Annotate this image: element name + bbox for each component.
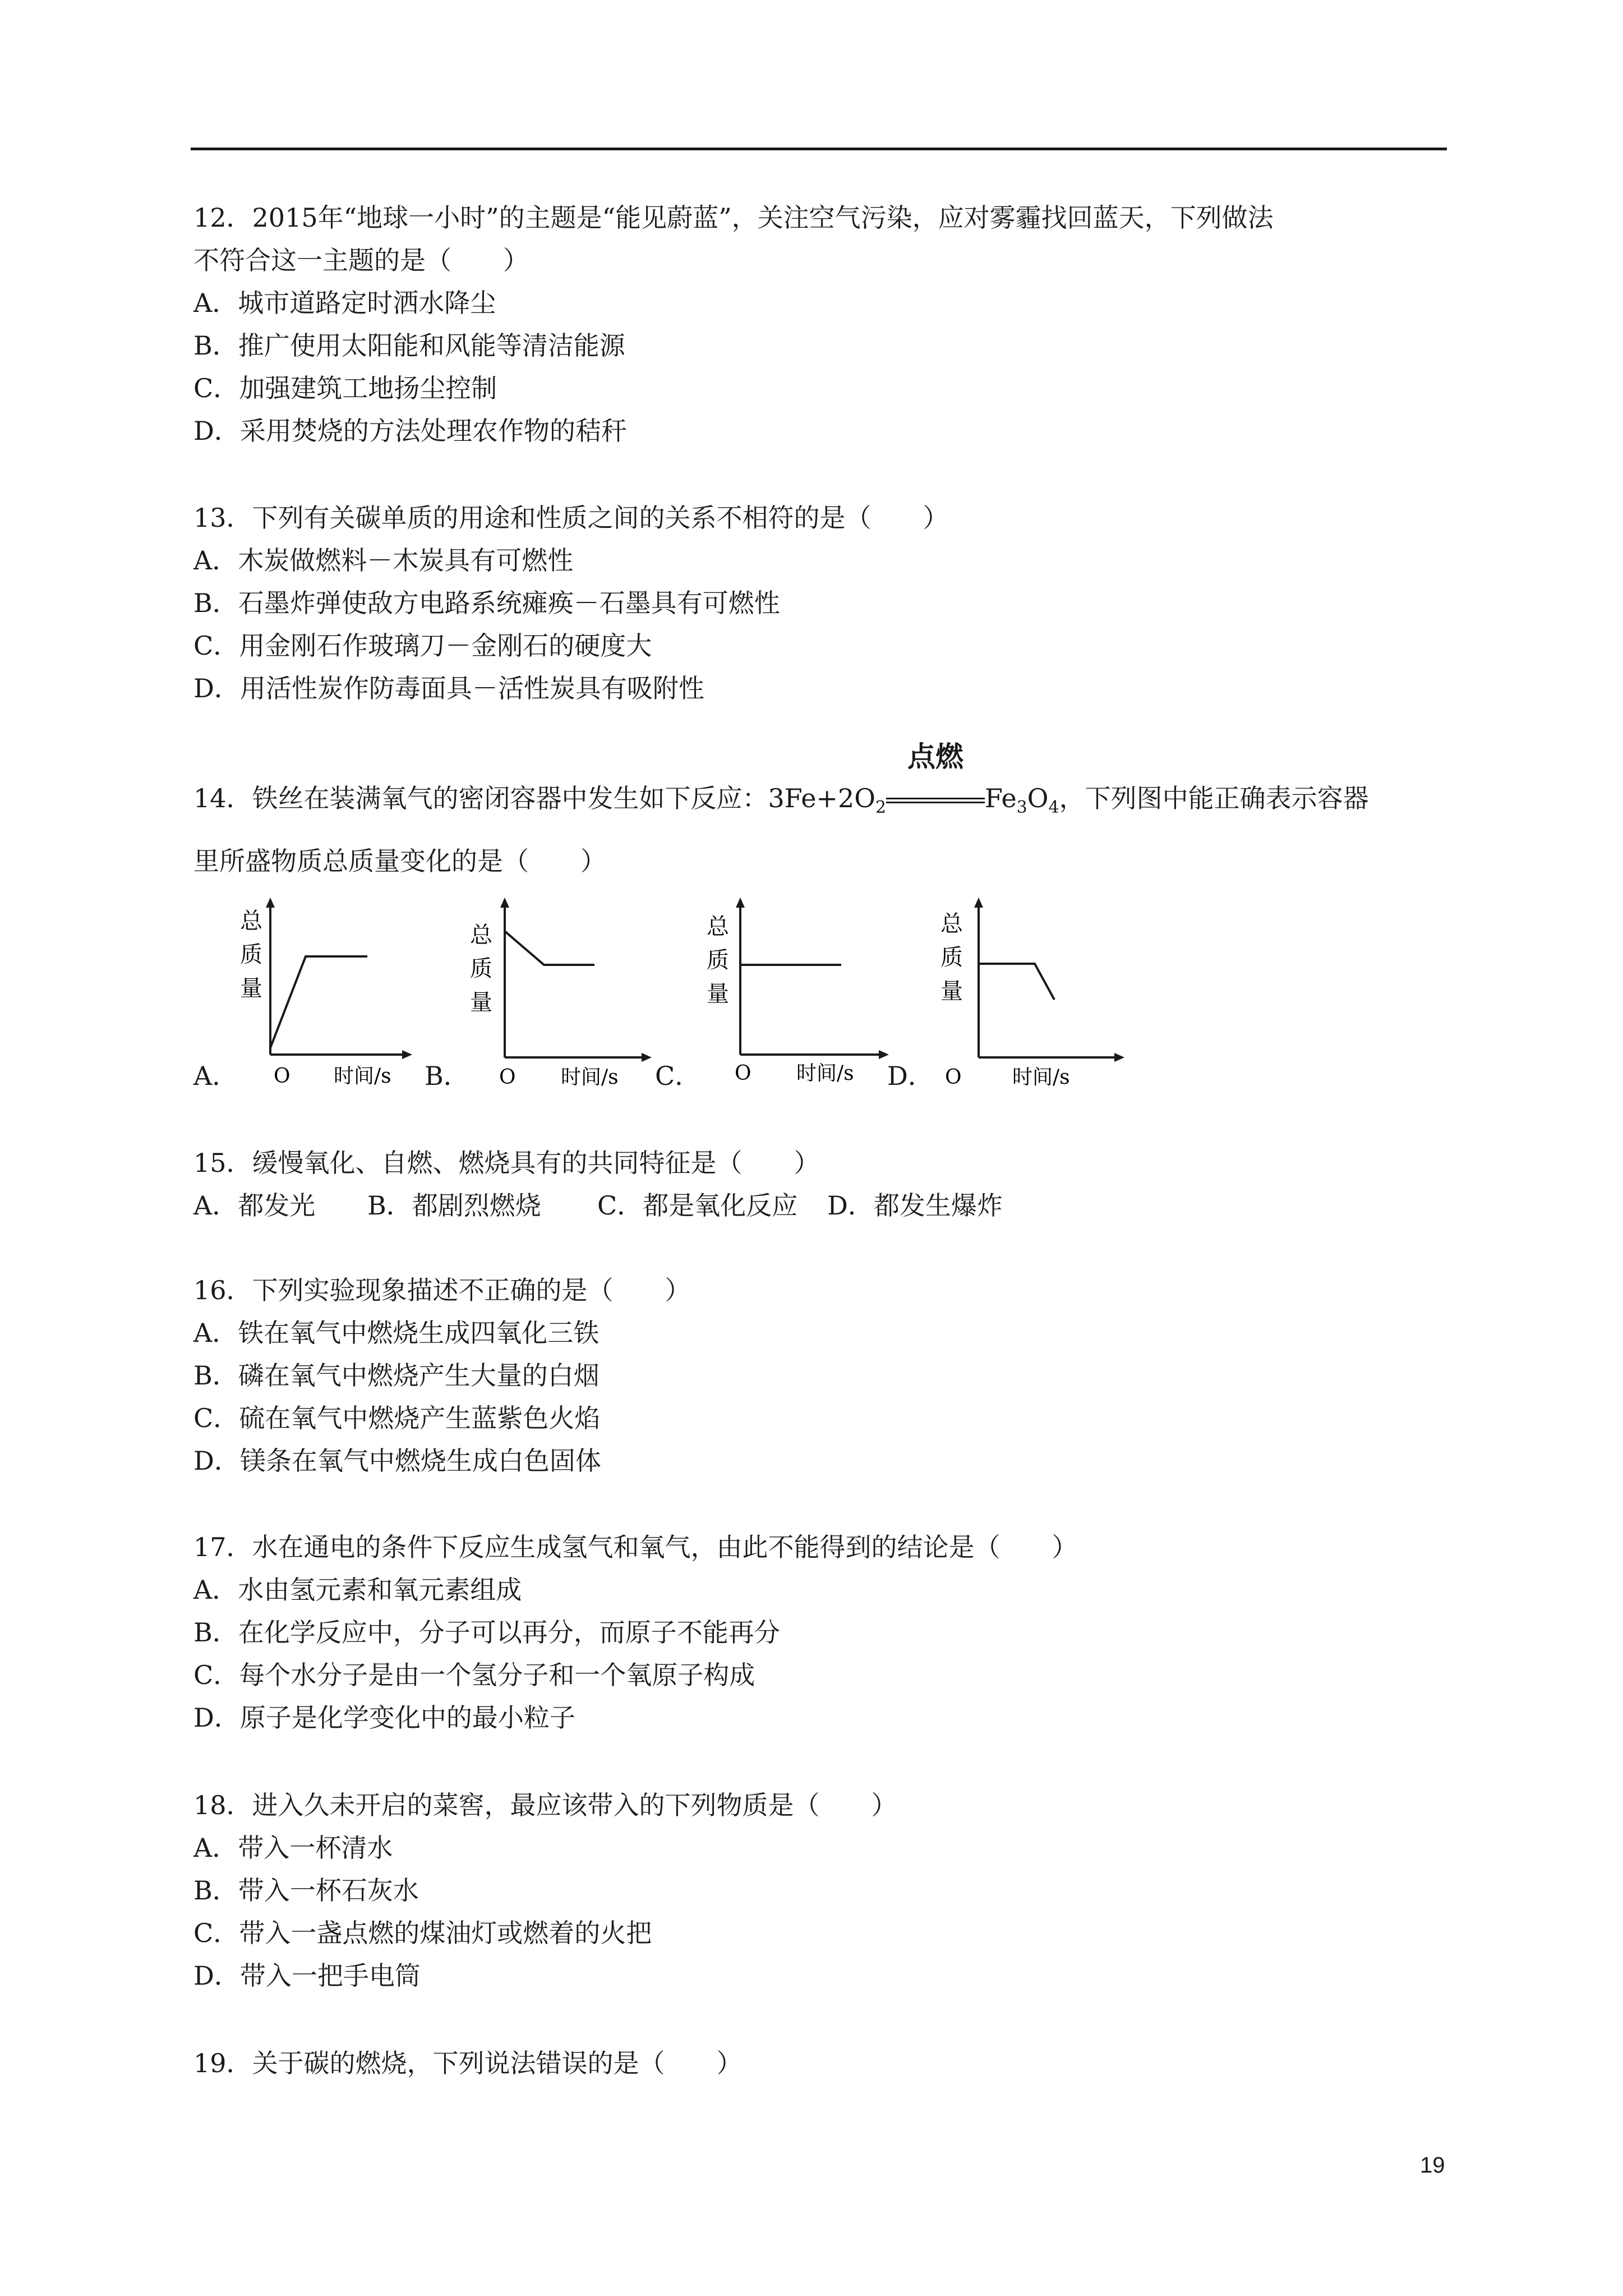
subscript: 4 xyxy=(1048,798,1059,818)
question-17-option-d: D．原子是化学变化中的最小粒子 xyxy=(193,1703,575,1733)
graph-b xyxy=(454,898,656,1088)
origin-label: O xyxy=(499,1066,516,1088)
question-16-option-d: D．镁条在氧气中燃烧生成白色固体 xyxy=(193,1446,601,1476)
origin-label: O xyxy=(735,1062,751,1085)
question-17-option-a: A．水由氢元素和氧元素组成 xyxy=(193,1575,522,1605)
page-number: 19 xyxy=(1420,2153,1445,2178)
question-13-stem: 13．下列有关碳单质的用途和性质之间的关系不相符的是（ ） xyxy=(193,503,949,533)
question-12-stem-line1: 12．2015年“地球一小时”的主题是“能见蔚蓝”，关注空气污染，应对雾霾找回蓝天，下列做法 xyxy=(193,203,1274,233)
question-19-stem: 19．关于碳的燃烧，下列说法错误的是（ ） xyxy=(193,2048,743,2078)
x-axis-label: 时间/s xyxy=(796,1062,854,1085)
question-15-option-a: A．都发光 xyxy=(193,1190,316,1221)
question-18-option-c: C．带入一盏点燃的煤油灯或燃着的火把 xyxy=(193,1918,652,1948)
question-15-stem: 15．缓慢氧化、自燃、燃烧具有的共同特征是（ ） xyxy=(193,1148,820,1178)
question-16-option-c: C．硫在氧气中燃烧产生蓝紫色火焰 xyxy=(193,1403,601,1433)
condition-label: 点燃 xyxy=(907,741,964,772)
product: O xyxy=(1027,783,1049,813)
question-12-option-a: A．城市道路定时洒水降尘 xyxy=(193,288,496,318)
question-15-options xyxy=(193,1184,1450,1227)
question-12-option-d: D．采用焚烧的方法处理农作物的秸秆 xyxy=(193,416,627,446)
question-16-option-a: A．铁在氧气中燃烧生成四氧化三铁 xyxy=(193,1318,600,1348)
question-15-option-c: C．都是氧化反应 xyxy=(597,1190,798,1221)
question-18-option-b: B．带入一杯石灰水 xyxy=(193,1875,419,1906)
question-18 xyxy=(193,1784,1450,1997)
question-13-option-a: A．木炭做燃料－木炭具有可燃性 xyxy=(193,545,574,576)
question-12-option-c: C．加强建筑工地扬尘控制 xyxy=(193,373,497,403)
question-18-stem: 18．进入久未开启的菜窖，最应该带入的下列物质是（ ） xyxy=(193,1790,897,1820)
y-axis-label: 量 xyxy=(470,990,492,1015)
y-axis-label: 质 xyxy=(240,942,262,968)
header-rule xyxy=(191,148,1447,150)
subscript: 3 xyxy=(1016,798,1027,818)
origin-label: O xyxy=(945,1066,962,1088)
question-13-option-b: B．石墨炸弹使敌方电路系统瘫痪－石墨具有可燃性 xyxy=(193,588,780,618)
x-axis-label: 时间/s xyxy=(334,1065,391,1088)
graph-a-label: A． xyxy=(193,1061,238,1091)
x-axis-label: 时间/s xyxy=(1012,1066,1070,1088)
question-14-stem-pre: 14．铁丝在装满氧气的密闭容器中发生如下反应：3Fe+2O xyxy=(193,783,875,813)
question-14-stem-post: ，下列图中能正确表示容器 xyxy=(1059,783,1369,813)
y-axis-label: 总 xyxy=(470,922,492,948)
y-axis-label: 量 xyxy=(240,976,262,1001)
question-14-line2-wrap xyxy=(193,840,1450,882)
graph-c-label: C． xyxy=(655,1061,701,1091)
question-12-option-b: B．推广使用太阳能和风能等清洁能源 xyxy=(193,330,625,361)
graph-b-label: B． xyxy=(425,1061,469,1091)
question-17-option-b: B．在化学反应中，分子可以再分，而原子不能再分 xyxy=(193,1617,780,1648)
x-axis-label: 时间/s xyxy=(561,1066,619,1088)
question-14-stem-line2: 里所盛物质总质量变化的是（ ） xyxy=(193,846,606,876)
graph-a xyxy=(224,898,426,1088)
question-17-stem: 17．水在通电的条件下反应生成氢气和氧气，由此不能得到的结论是（ ） xyxy=(193,1532,1078,1562)
question-16 xyxy=(193,1269,1450,1482)
question-17 xyxy=(193,1526,1450,1739)
y-axis-label: 量 xyxy=(940,978,963,1004)
product: Fe xyxy=(985,783,1017,813)
question-19 xyxy=(193,2042,1450,2085)
question-14 xyxy=(193,741,1450,829)
subscript: 2 xyxy=(875,798,887,818)
reaction-condition xyxy=(886,741,985,820)
y-axis-label: 总 xyxy=(940,911,963,937)
question-15 xyxy=(193,1142,1450,1227)
y-axis-label: 总 xyxy=(707,914,729,940)
question-16-stem: 16．下列实验现象描述不正确的是（ ） xyxy=(193,1275,691,1305)
graph-c xyxy=(695,898,897,1088)
question-15-option-d: D．都发生爆炸 xyxy=(827,1190,1003,1221)
y-axis-label: 质 xyxy=(707,947,729,973)
question-14-stem-line1 xyxy=(193,741,1450,829)
question-15-option-b: B．都剧烈燃烧 xyxy=(367,1190,541,1221)
graph-d-label: D． xyxy=(887,1061,934,1091)
equals-arrow xyxy=(886,797,985,804)
question-18-option-a: A．带入一杯清水 xyxy=(193,1833,393,1863)
question-13-option-c: C．用金刚石作玻璃刀－金刚石的硬度大 xyxy=(193,631,652,661)
question-12-stem-line2: 不符合这一主题的是（ ） xyxy=(193,245,529,275)
question-13 xyxy=(193,496,1450,710)
y-axis-label: 量 xyxy=(707,981,729,1007)
y-axis-label: 质 xyxy=(470,956,492,982)
graph-d xyxy=(928,898,1130,1088)
origin-label: O xyxy=(274,1065,291,1088)
question-17-option-c: C．每个水分子是由一个氢分子和一个氧原子构成 xyxy=(193,1660,755,1690)
question-13-option-d: D．用活性炭作防毒面具－活性炭具有吸附性 xyxy=(193,673,704,703)
y-axis-label: 质 xyxy=(940,945,963,970)
y-axis-label: 总 xyxy=(240,908,262,934)
question-18-option-d: D．带入一把手电筒 xyxy=(193,1961,421,1991)
question-12 xyxy=(193,196,1450,452)
question-16-option-b: B．磷在氧气中燃烧产生大量的白烟 xyxy=(193,1360,600,1391)
